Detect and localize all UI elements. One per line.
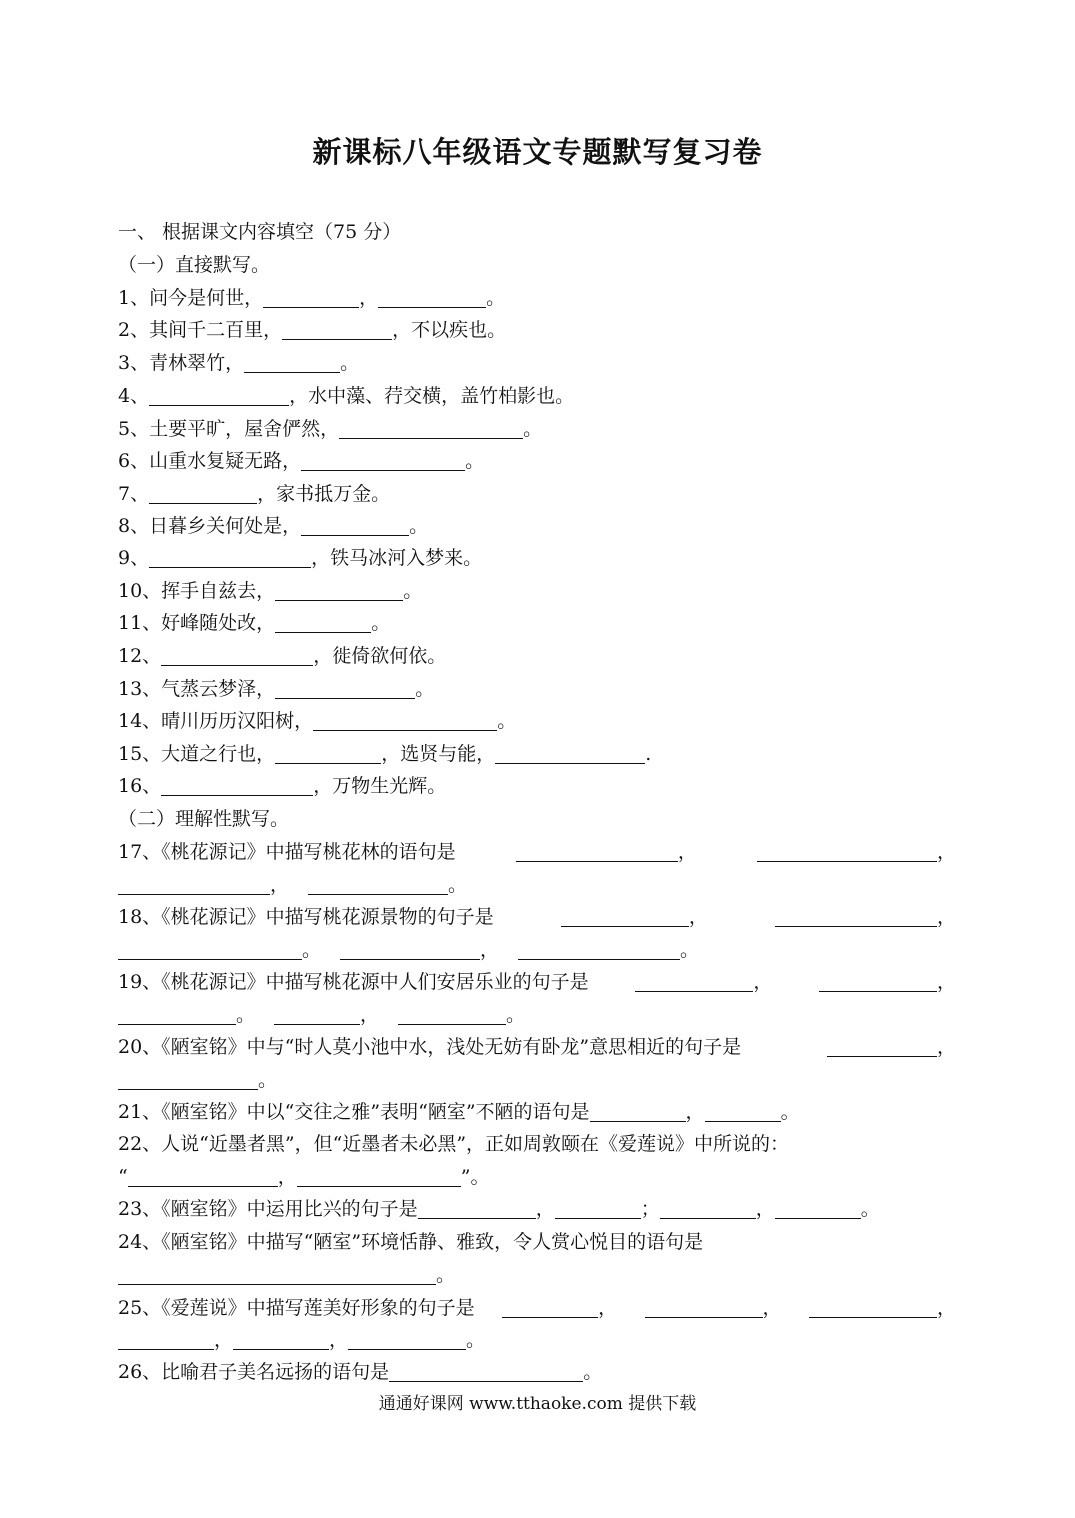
question-4	[118, 380, 574, 412]
question-text: ，家书抵万金。	[257, 483, 391, 505]
question-text: 15、大道之行也，	[118, 743, 276, 765]
question-text: 。	[506, 1004, 526, 1026]
question-text: ，	[753, 971, 773, 993]
answer-blank[interactable]	[502, 1297, 598, 1318]
question-text: 9、	[118, 547, 150, 569]
question-text: ，	[677, 841, 697, 863]
question-text: 7、	[118, 483, 150, 505]
question-text: ，	[270, 874, 290, 896]
question-text: .	[645, 743, 652, 765]
question-text: 20、《陋室铭》中与“时人莫小池中水，浅处无妨有卧龙”意思相近的句子是	[118, 1036, 742, 1058]
question-text: ，	[688, 906, 708, 928]
question-21	[118, 1096, 800, 1128]
question-22-cont	[118, 1161, 489, 1193]
answer-blank[interactable]	[495, 743, 645, 764]
question-text: 12、	[118, 645, 162, 667]
question-text: ，	[329, 1329, 349, 1351]
question-text: ”。	[460, 1166, 490, 1188]
question-text: “	[118, 1166, 128, 1188]
answer-blank[interactable]	[275, 580, 403, 601]
question-text: 2、其间千二百里，	[118, 319, 283, 341]
question-text: 。	[302, 939, 322, 961]
answer-blank[interactable]	[274, 1004, 360, 1025]
subsection-heading-1: （一）直接默写。	[118, 254, 271, 276]
question-7	[118, 478, 390, 510]
answer-blank[interactable]	[705, 1101, 781, 1122]
question-text: 24、《陋室铭》中描写“陋室”环境恬静、雅致，令人赏心悦目的语句是	[118, 1231, 704, 1253]
question-text: 。	[436, 1264, 456, 1286]
question-text: 11、好峰随处改，	[118, 612, 276, 634]
question-10	[118, 575, 422, 607]
question-text: 。	[409, 515, 429, 537]
answer-blank[interactable]	[378, 287, 486, 308]
question-text: ，	[685, 1101, 705, 1123]
question-text: 5、土要平旷，屋舍俨然，	[118, 418, 340, 440]
answer-blank[interactable]	[118, 1329, 214, 1350]
question-5	[118, 413, 542, 445]
subsection-heading-2: （二）理解性默写。	[118, 808, 290, 830]
question-19	[118, 966, 956, 998]
answer-blank[interactable]	[555, 1198, 641, 1219]
answer-blank[interactable]	[301, 515, 409, 536]
answer-blank[interactable]	[518, 939, 680, 960]
question-text: 14、晴川历历汉阳树，	[118, 710, 314, 732]
question-text: 22、人说“近墨者黑”，但“近墨者未必黑”，正如周敦颐在《爱莲说》中所说的：	[118, 1133, 790, 1155]
question-text: 1、问今是何世，	[118, 287, 264, 309]
question-text: ；	[640, 1198, 660, 1220]
question-18-cont	[118, 934, 699, 966]
answer-blank[interactable]	[635, 971, 753, 992]
answer-blank[interactable]	[118, 874, 270, 895]
question-text: 25、《爱莲说》中描写莲美好形象的句子是	[118, 1297, 475, 1319]
question-2	[118, 314, 506, 346]
answer-blank[interactable]	[389, 1361, 583, 1382]
answer-blank[interactable]	[660, 1198, 756, 1219]
question-12	[118, 640, 446, 672]
question-17-cont	[118, 869, 467, 901]
question-text: 。	[497, 710, 517, 732]
question-text: 4、	[118, 385, 150, 407]
question-24-cont	[118, 1259, 455, 1291]
question-text: 13、气蒸云梦泽，	[118, 678, 276, 700]
question-text: 。	[523, 418, 543, 440]
question-text: 。	[258, 1069, 278, 1091]
answer-blank[interactable]	[118, 1069, 258, 1090]
question-26	[118, 1356, 602, 1388]
question-text: ，万物生光辉。	[313, 775, 447, 797]
question-1	[118, 282, 505, 314]
question-text: 。	[415, 678, 435, 700]
answer-blank[interactable]	[561, 906, 689, 927]
question-text: 17、《桃花源记》中描写桃花林的语句是	[118, 841, 456, 863]
answer-blank[interactable]	[819, 971, 937, 992]
question-text: ，	[277, 1166, 297, 1188]
question-text: 。	[466, 1329, 486, 1351]
question-text: ，	[936, 971, 956, 993]
answer-blank[interactable]	[118, 939, 302, 960]
answer-blank[interactable]	[263, 287, 359, 308]
question-text: ，	[535, 1198, 555, 1220]
answer-blank[interactable]	[339, 418, 523, 439]
question-text: ，	[762, 1297, 782, 1319]
question-25-cont	[118, 1324, 485, 1356]
answer-blank[interactable]	[297, 1166, 461, 1187]
question-14	[118, 705, 516, 737]
section-heading-1: 一、 根据课文内容填空（75 分）	[118, 221, 402, 243]
question-text: 10、挥手自兹去，	[118, 580, 276, 602]
answer-blank[interactable]	[516, 841, 678, 862]
answer-blank[interactable]	[161, 775, 313, 796]
question-15	[118, 738, 651, 770]
question-text: ，不以疾也。	[392, 319, 507, 341]
question-9	[118, 542, 482, 574]
answer-blank[interactable]	[645, 1297, 763, 1318]
answer-blank[interactable]	[827, 1036, 937, 1057]
question-text: 。	[236, 1004, 256, 1026]
question-text: 8、日暮乡关何处是，	[118, 515, 302, 537]
answer-blank[interactable]	[118, 1264, 436, 1285]
answer-blank[interactable]	[775, 906, 937, 927]
answer-blank[interactable]	[161, 645, 313, 666]
question-text: ，	[936, 906, 956, 928]
question-23	[118, 1193, 880, 1225]
question-text: ，	[936, 1297, 956, 1319]
answer-blank[interactable]	[418, 1198, 536, 1219]
answer-blank[interactable]	[313, 710, 497, 731]
question-6	[118, 445, 484, 477]
question-20	[118, 1031, 956, 1063]
answer-blank[interactable]	[149, 385, 289, 406]
question-18	[118, 901, 956, 933]
question-8	[118, 510, 428, 542]
question-text: 6、山重水复疑无路，	[118, 450, 302, 472]
question-text: 。	[780, 1101, 800, 1123]
question-text: 。	[486, 287, 506, 309]
page-footer: 通通好课网 www.tthaoke.com 提供下载	[378, 1394, 697, 1414]
question-text: ，	[359, 287, 379, 309]
question-text: 23、《陋室铭》中运用比兴的句子是	[118, 1198, 418, 1220]
answer-blank[interactable]	[149, 483, 257, 504]
question-text: 26、比喻君子美名远扬的语句是	[118, 1361, 390, 1383]
question-text: 。	[465, 450, 485, 472]
answer-blank[interactable]	[118, 1004, 236, 1025]
question-text: ，	[480, 939, 500, 961]
question-text: ，	[360, 1004, 380, 1026]
question-16	[118, 770, 446, 802]
question-text: ，	[936, 1036, 956, 1058]
question-13	[118, 673, 434, 705]
answer-blank[interactable]	[275, 743, 381, 764]
answer-blank[interactable]	[275, 678, 415, 699]
answer-blank[interactable]	[282, 319, 392, 340]
question-text: ，铁马冰河入梦来。	[311, 547, 483, 569]
answer-blank[interactable]	[809, 1297, 937, 1318]
question-25	[118, 1292, 956, 1324]
answer-blank[interactable]	[348, 1329, 466, 1350]
answer-blank[interactable]	[244, 352, 340, 373]
question-text: 。	[860, 1198, 880, 1220]
question-text: ，	[755, 1198, 775, 1220]
question-text: 。	[371, 612, 391, 634]
question-text: 21、《陋室铭》中以“交往之雅”表明“陋室”不陋的语句是	[118, 1101, 590, 1123]
question-text: ，	[214, 1329, 234, 1351]
question-text: 16、	[118, 775, 162, 797]
question-text: 。	[448, 874, 468, 896]
answer-blank[interactable]	[398, 1004, 506, 1025]
answer-blank[interactable]	[308, 874, 448, 895]
question-3	[118, 347, 359, 379]
question-text: ，	[936, 841, 956, 863]
answer-blank[interactable]	[590, 1101, 686, 1122]
question-text: 19、《桃花源记》中描写桃花源中人们安居乐业的句子是	[118, 971, 589, 993]
answer-blank[interactable]	[301, 450, 465, 471]
question-text: 。	[583, 1361, 603, 1383]
answer-blank[interactable]	[149, 547, 311, 568]
answer-blank[interactable]	[233, 1329, 329, 1350]
page-title: 新课标八年级语文专题默写复习卷	[312, 135, 763, 169]
question-text: ，	[598, 1297, 618, 1319]
answer-blank[interactable]	[275, 612, 371, 633]
question-text: ，水中藻、荇交横，盖竹柏影也。	[289, 385, 575, 407]
answer-blank[interactable]	[128, 1166, 278, 1187]
question-text: ，选贤与能，	[381, 743, 496, 765]
question-11	[118, 607, 390, 639]
question-text: ，徙倚欲何依。	[313, 645, 447, 667]
question-22	[118, 1128, 956, 1160]
answer-blank[interactable]	[340, 939, 480, 960]
question-17	[118, 836, 956, 868]
question-text: 。	[680, 939, 700, 961]
question-19-cont	[118, 999, 525, 1031]
question-text: 18、《桃花源记》中描写桃花源景物的句子是	[118, 906, 494, 928]
question-text: 3、青林翠竹，	[118, 352, 245, 374]
question-text: 。	[403, 580, 423, 602]
question-20-cont	[118, 1064, 277, 1096]
question-24	[118, 1226, 956, 1258]
question-text: 。	[340, 352, 360, 374]
answer-blank[interactable]	[775, 1198, 861, 1219]
answer-blank[interactable]	[757, 841, 937, 862]
